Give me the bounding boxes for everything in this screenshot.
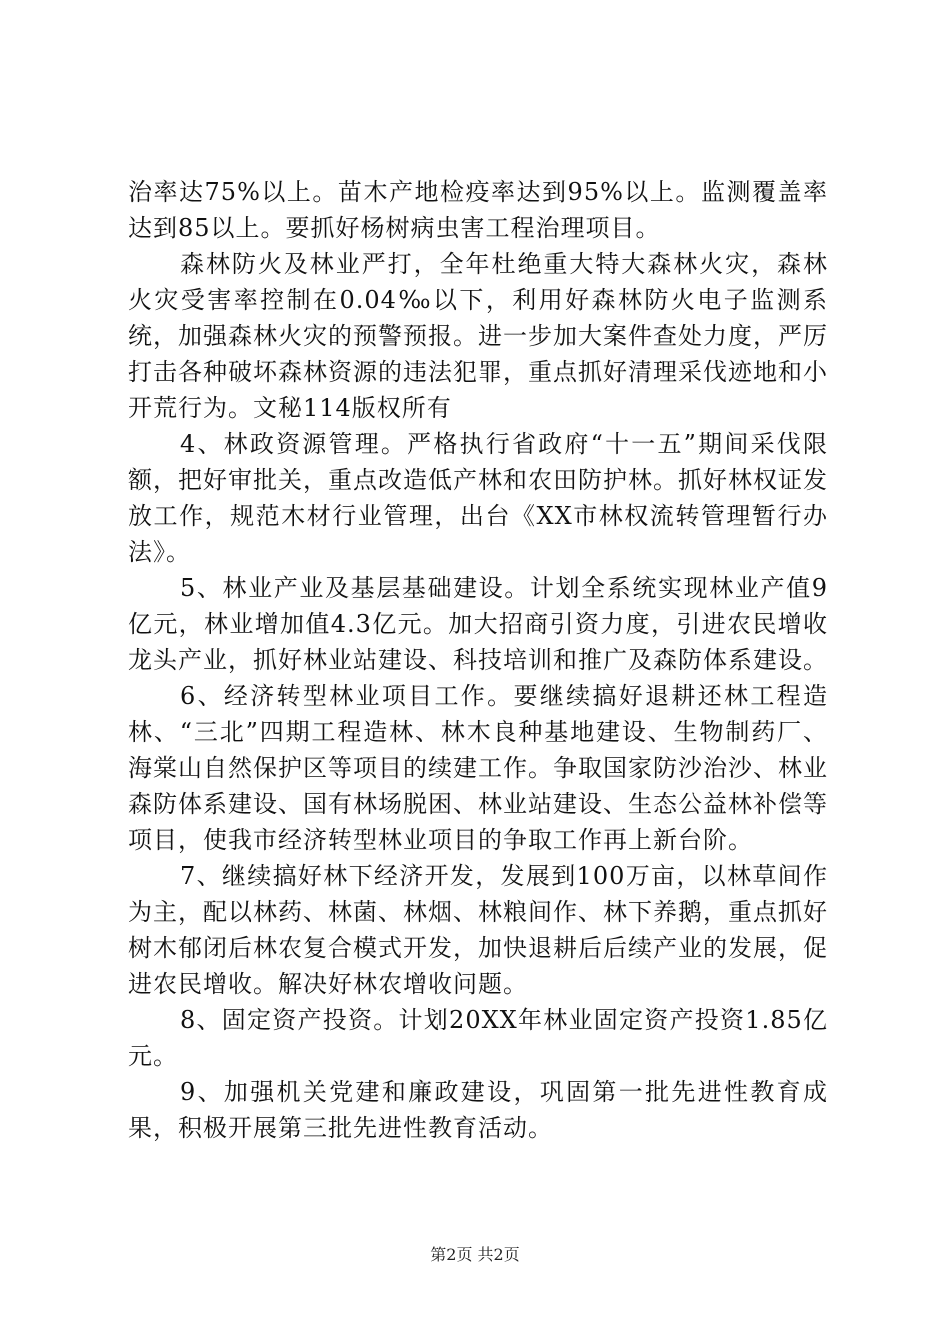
paragraph-item-9: 9、加强机关党建和廉政建设，巩固第一批先进性教育成果，积极开展第三批先进性教育活动。: [128, 1078, 828, 1142]
page-footer: 第2页 共2页: [430, 1245, 520, 1264]
paragraph-forest-fire: 森林防火及林业严打，全年杜绝重大特大森林火灾，森林火灾受害率控制在0.04‰以下，利用好森林防火电子监测系统，加强森林火灾的预警预报。进一步加大案件查处力度，严厉打击各种破坏森林资源的违法犯罪，重点抓好清理采伐迹地和小开荒行为。文秘114版权所有: [128, 250, 828, 422]
paragraph-item-7: 7、继续搞好林下经济开发，发展到100万亩，以林草间作为主，配以林药、林菌、林烟、林粮间作、林下养鹅，重点抓好树木郁闭后林农复合模式开发，加快退耕后后续产业的发展，促进农民增收。解决好林农增收问题。: [128, 862, 828, 998]
document-body: [128, 174, 828, 1146]
paragraph-item-4: 4、林政资源管理。严格执行省政府“十一五”期间采伐限额，把好审批关，重点改造低产林和农田防护林。抓好林权证发放工作，规范木材行业管理，出台《XX市林权流转管理暂行办法》。: [128, 430, 828, 566]
paragraph-continuation: 治率达75%以上。苗木产地检疫率达到95%以上。监测覆盖率达到85以上。要抓好杨树病虫害工程治理项目。: [128, 178, 828, 242]
paragraph-item-6: 6、经济转型林业项目工作。要继续搞好退耕还林工程造林、“三北”四期工程造林、林木良种基地建设、生物制药厂、海棠山自然保护区等项目的续建工作。争取国家防沙治沙、林业森防体系建设、国有林场脱困、林业站建设、生态公益林补偿等项目，使我市经济转型林业项目的争取工作再上新台阶。: [128, 682, 828, 854]
paragraph-item-8: 8、固定资产投资。计划20XX年林业固定资产投资1.85亿元。: [128, 1006, 828, 1070]
paragraph-item-5: 5、林业产业及基层基础建设。计划全系统实现林业产值9亿元，林业增加值4.3亿元。加大招商引资力度，引进农民增收龙头产业，抓好林业站建设、科技培训和推广及森防体系建设。: [128, 574, 828, 674]
